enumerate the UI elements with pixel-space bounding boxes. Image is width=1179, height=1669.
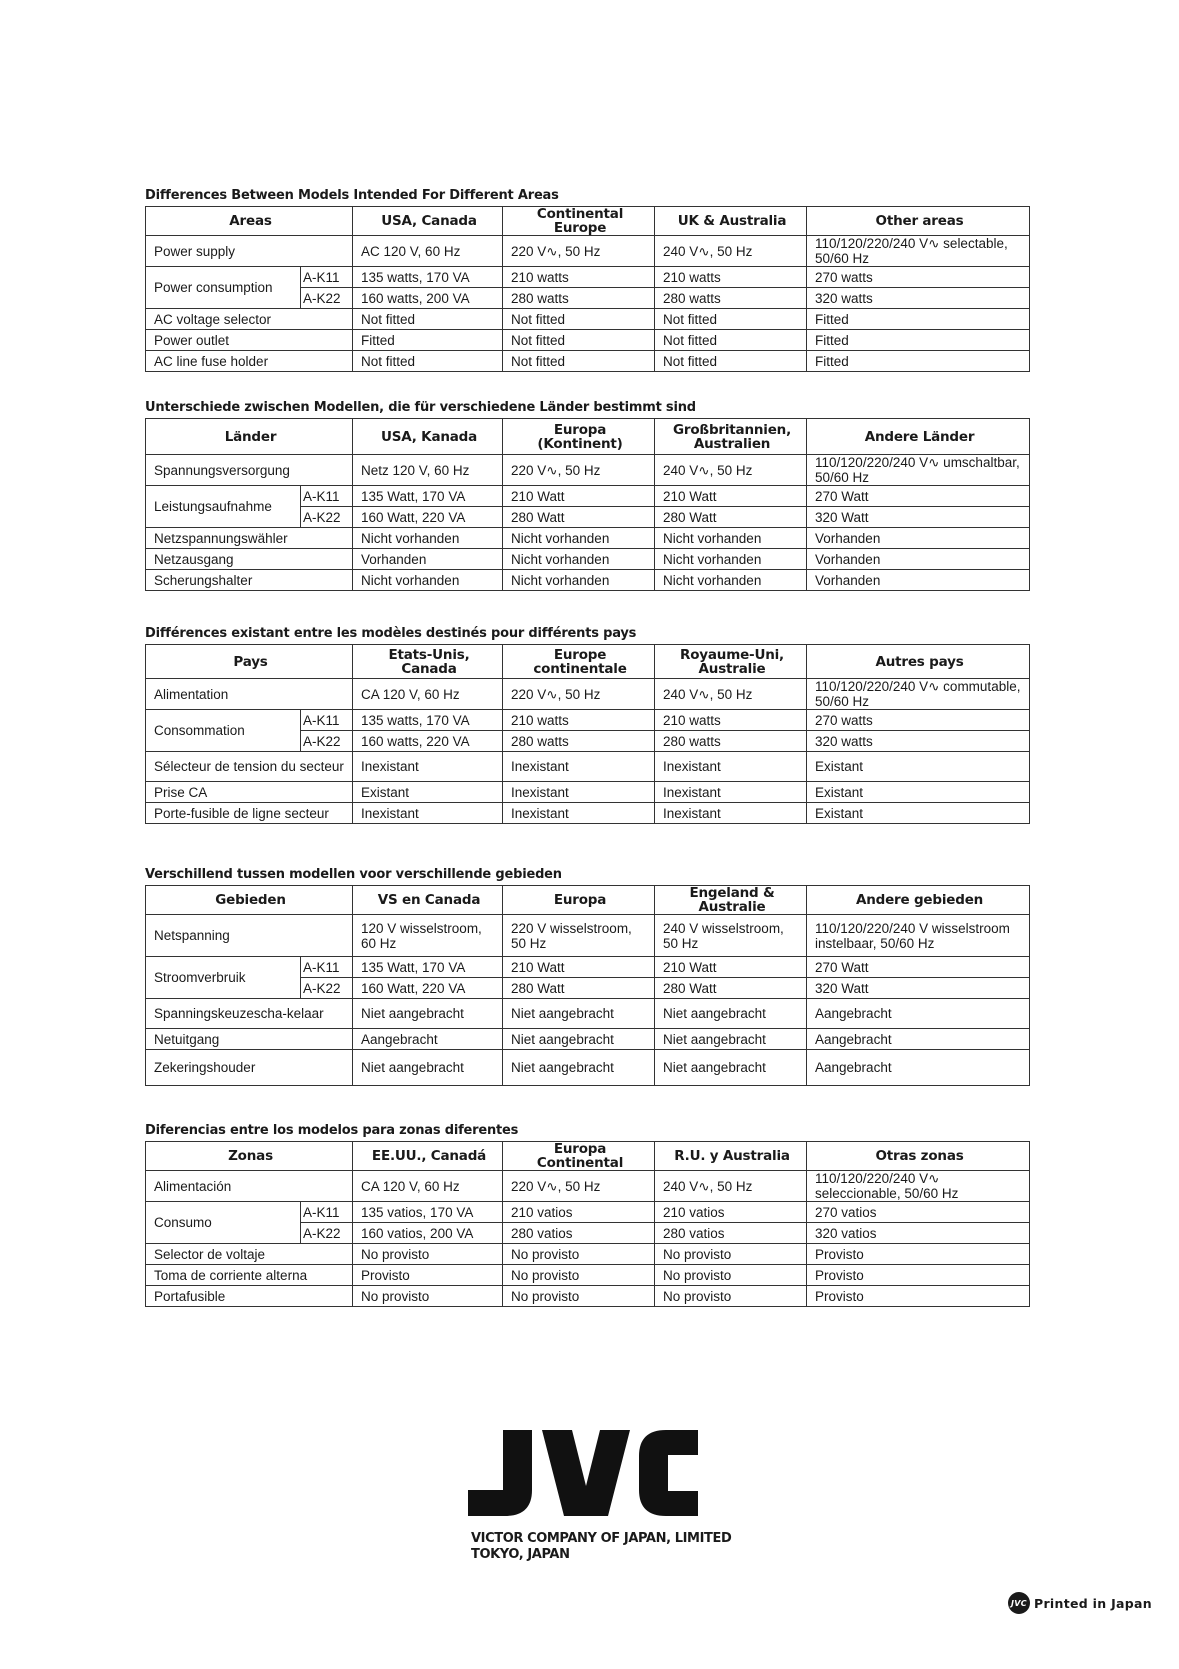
table-cell: 280 Watt	[655, 507, 807, 528]
column-header: Zonas	[146, 1142, 353, 1171]
table-cell: 280 watts	[503, 288, 655, 309]
table-cell: 280 Watt	[503, 978, 655, 999]
column-header: Otras zonas	[807, 1142, 1030, 1171]
table-cell: No provisto	[353, 1286, 503, 1307]
table-cell: Not fitted	[655, 351, 807, 372]
column-header: Areas	[146, 207, 353, 236]
table-header-row	[146, 1142, 1030, 1171]
table-row	[146, 999, 1030, 1029]
table-cell: 110/120/220/240 V∿ selectable, 50/60 Hz	[807, 236, 1030, 267]
table-row	[146, 309, 1030, 330]
table-row	[146, 782, 1030, 803]
table-row	[146, 915, 1030, 957]
row-label: Consumo	[146, 1202, 301, 1244]
table-cell: No provisto	[503, 1286, 655, 1307]
row-label: Stroomverbruik	[146, 957, 301, 999]
table-header-row	[146, 645, 1030, 679]
table-cell: Niet aangebracht	[503, 1050, 655, 1086]
table-row	[146, 528, 1030, 549]
table-row	[146, 1265, 1030, 1286]
table-cell: Aangebracht	[353, 1029, 503, 1050]
table-row	[146, 1286, 1030, 1307]
table-cell: Nicht vorhanden	[503, 528, 655, 549]
table-cell: Provisto	[807, 1265, 1030, 1286]
table-row	[146, 570, 1030, 591]
logo-letter-c	[639, 1430, 698, 1516]
table-row	[146, 486, 1030, 507]
table-cell: Fitted	[353, 330, 503, 351]
column-header: VS en Canada	[353, 886, 503, 915]
table-cell: Provisto	[807, 1244, 1030, 1265]
table-cell: 240 V∿, 50 Hz	[655, 236, 807, 267]
table-row	[146, 803, 1030, 824]
table-cell: 280 watts	[503, 731, 655, 752]
table-header-row	[146, 419, 1030, 455]
table-cell: Aangebracht	[807, 1029, 1030, 1050]
table-row	[146, 710, 1030, 731]
table-cell: No provisto	[353, 1244, 503, 1265]
model-label: A-K11	[301, 1202, 353, 1223]
table-cell: 135 vatios, 170 VA	[353, 1202, 503, 1223]
table-cell: Inexistant	[353, 803, 503, 824]
model-label: A-K11	[301, 710, 353, 731]
table-cell: 320 Watt	[807, 978, 1030, 999]
table-cell: Nicht vorhanden	[503, 549, 655, 570]
table-cell: Not fitted	[353, 309, 503, 330]
row-label: Toma de corriente alterna	[146, 1265, 353, 1286]
column-header: Europa	[503, 886, 655, 915]
spec-section	[145, 397, 1029, 591]
section-heading: Diferencias entre los modelos para zonas diferentes	[145, 1123, 519, 1138]
table-cell: 160 Watt, 220 VA	[353, 507, 503, 528]
table-row	[146, 236, 1030, 267]
column-header: USA, Kanada	[353, 419, 503, 455]
row-label: Netuitgang	[146, 1029, 353, 1050]
table-cell: Niet aangebracht	[503, 1029, 655, 1050]
table-cell: Provisto	[353, 1265, 503, 1286]
model-label: A-K11	[301, 267, 353, 288]
column-header: Pays	[146, 645, 353, 679]
table-cell: 280 watts	[655, 731, 807, 752]
column-header: Andere gebieden	[807, 886, 1030, 915]
table-cell: 270 watts	[807, 710, 1030, 731]
table-cell: Vorhanden	[807, 528, 1030, 549]
table-cell: Not fitted	[655, 309, 807, 330]
table-row	[146, 957, 1030, 978]
table-row	[146, 330, 1030, 351]
column-header: Royaume-Uni, Australie	[655, 645, 807, 679]
row-label: Netzspannungswähler	[146, 528, 353, 549]
table-cell: 135 watts, 170 VA	[353, 267, 503, 288]
table-row	[146, 1050, 1030, 1086]
table-cell: Nicht vorhanden	[503, 570, 655, 591]
company-name	[471, 1531, 731, 1563]
table-cell: Netz 120 V, 60 Hz	[353, 455, 503, 486]
table-cell: Fitted	[807, 309, 1030, 330]
column-header: Autres pays	[807, 645, 1030, 679]
row-label: Spannungsversorgung	[146, 455, 353, 486]
table-cell: 210 vatios	[503, 1202, 655, 1223]
table-cell: 210 watts	[655, 267, 807, 288]
table-cell: 270 vatios	[807, 1202, 1030, 1223]
table-cell: Not fitted	[503, 309, 655, 330]
table-cell: 280 watts	[655, 288, 807, 309]
table-cell: Not fitted	[503, 330, 655, 351]
section-heading: Différences existant entre les modèles destinés pour différents pays	[145, 626, 637, 641]
printed-in-japan	[1008, 1591, 1152, 1615]
table-cell: 270 Watt	[807, 486, 1030, 507]
table-cell: 280 vatios	[655, 1223, 807, 1244]
column-header: Europa (Kontinent)	[503, 419, 655, 455]
table-cell: 160 vatios, 200 VA	[353, 1223, 503, 1244]
spec-section	[145, 623, 1029, 824]
company-line2: TOKYO, JAPAN	[471, 1547, 570, 1562]
table-cell: 220 V∿, 50 Hz	[503, 1171, 655, 1202]
spec-table	[145, 418, 1030, 591]
table-cell: Nicht vorhanden	[353, 528, 503, 549]
table-cell: 280 Watt	[655, 978, 807, 999]
row-label: Selector de voltaje	[146, 1244, 353, 1265]
table-cell: 120 V wisselstroom, 60 Hz	[353, 915, 503, 957]
spec-table	[145, 1141, 1030, 1307]
row-label: Netspanning	[146, 915, 353, 957]
table-cell: Inexistant	[655, 803, 807, 824]
table-cell: No provisto	[503, 1244, 655, 1265]
table-cell: 240 V∿, 50 Hz	[655, 1171, 807, 1202]
column-header: UK & Australia	[655, 207, 807, 236]
table-cell: Fitted	[807, 330, 1030, 351]
table-cell: Inexistant	[655, 752, 807, 782]
column-header: Etats-Unis, Canada	[353, 645, 503, 679]
section-heading: Differences Between Models Intended For Different Areas	[145, 188, 559, 203]
table-cell: Not fitted	[655, 330, 807, 351]
table-row	[146, 679, 1030, 710]
table-cell: Nicht vorhanden	[655, 570, 807, 591]
column-header: R.U. y Australia	[655, 1142, 807, 1171]
table-row	[146, 351, 1030, 372]
column-header: Länder	[146, 419, 353, 455]
table-cell: 320 vatios	[807, 1223, 1030, 1244]
table-cell: 210 watts	[503, 267, 655, 288]
table-cell: Nicht vorhanden	[655, 549, 807, 570]
row-label: Sélecteur de tension du secteur	[146, 752, 353, 782]
section-heading: Verschillend tussen modellen voor verschillende gebieden	[145, 867, 562, 882]
table-cell: 160 watts, 220 VA	[353, 731, 503, 752]
table-row	[146, 1244, 1030, 1265]
table-cell: 210 vatios	[655, 1202, 807, 1223]
table-row	[146, 1171, 1030, 1202]
table-cell: 240 V∿, 50 Hz	[655, 679, 807, 710]
column-header: USA, Canada	[353, 207, 503, 236]
table-cell: 220 V∿, 50 Hz	[503, 679, 655, 710]
table-cell: 240 V wisselstroom, 50 Hz	[655, 915, 807, 957]
table-cell: 210 Watt	[503, 486, 655, 507]
table-cell: Niet aangebracht	[353, 1050, 503, 1086]
logo-letter-v	[542, 1430, 630, 1516]
row-label: Consommation	[146, 710, 301, 752]
table-cell: 210 watts	[655, 710, 807, 731]
row-label: Spanningskeuzescha-kelaar	[146, 999, 353, 1029]
row-label: Scherungshalter	[146, 570, 353, 591]
table-cell: 280 Watt	[503, 507, 655, 528]
row-label: Power outlet	[146, 330, 353, 351]
table-cell: Not fitted	[503, 351, 655, 372]
spec-section	[145, 864, 1029, 1086]
table-cell: Niet aangebracht	[655, 999, 807, 1029]
jvc-logo	[468, 1430, 698, 1516]
table-cell: Niet aangebracht	[503, 999, 655, 1029]
table-cell: 280 vatios	[503, 1223, 655, 1244]
table-cell: Vorhanden	[353, 549, 503, 570]
table-cell: No provisto	[655, 1265, 807, 1286]
table-cell: Existant	[807, 752, 1030, 782]
table-cell: Inexistant	[503, 782, 655, 803]
table-cell: No provisto	[655, 1244, 807, 1265]
row-label: Netzausgang	[146, 549, 353, 570]
row-label: Power supply	[146, 236, 353, 267]
table-cell: 210 Watt	[655, 957, 807, 978]
table-cell: Nicht vorhanden	[655, 528, 807, 549]
table-cell: Inexistant	[353, 752, 503, 782]
row-label: Prise CA	[146, 782, 353, 803]
jvc-badge-icon: JVC	[1008, 1592, 1030, 1614]
table-cell: 270 watts	[807, 267, 1030, 288]
row-label: AC voltage selector	[146, 309, 353, 330]
table-cell: 270 Watt	[807, 957, 1030, 978]
table-cell: 210 watts	[503, 710, 655, 731]
table-cell: 135 Watt, 170 VA	[353, 957, 503, 978]
model-label: A-K11	[301, 486, 353, 507]
table-cell: 110/120/220/240 V∿ umschaltbar, 50/60 Hz	[807, 455, 1030, 486]
column-header: Andere Länder	[807, 419, 1030, 455]
table-cell: Vorhanden	[807, 549, 1030, 570]
table-cell: Nicht vorhanden	[353, 570, 503, 591]
table-row	[146, 455, 1030, 486]
model-label: A-K11	[301, 957, 353, 978]
table-cell: 135 watts, 170 VA	[353, 710, 503, 731]
column-header: Europa Continental	[503, 1142, 655, 1171]
table-cell: 160 Watt, 220 VA	[353, 978, 503, 999]
model-label: A-K22	[301, 731, 353, 752]
table-cell: 110/120/220/240 V∿ commutable, 50/60 Hz	[807, 679, 1030, 710]
row-label: Portafusible	[146, 1286, 353, 1307]
table-cell: 160 watts, 200 VA	[353, 288, 503, 309]
row-label: Alimentation	[146, 679, 353, 710]
table-cell: Inexistant	[503, 803, 655, 824]
table-cell: Aangebracht	[807, 1050, 1030, 1086]
row-label: AC line fuse holder	[146, 351, 353, 372]
table-cell: No provisto	[655, 1286, 807, 1307]
table-row	[146, 267, 1030, 288]
table-header-row	[146, 207, 1030, 236]
table-row	[146, 1202, 1030, 1223]
table-cell: 320 watts	[807, 731, 1030, 752]
column-header: Großbritannien, Australien	[655, 419, 807, 455]
section-heading: Unterschiede zwischen Modellen, die für verschiedene Länder bestimmt sind	[145, 400, 696, 415]
table-cell: 220 V∿, 50 Hz	[503, 455, 655, 486]
logo-letter-j	[468, 1430, 532, 1516]
table-cell: Not fitted	[353, 351, 503, 372]
table-cell: 220 V wisselstroom, 50 Hz	[503, 915, 655, 957]
table-cell: Aangebracht	[807, 999, 1030, 1029]
table-cell: 320 watts	[807, 288, 1030, 309]
table-header-row	[146, 886, 1030, 915]
row-label: Alimentación	[146, 1171, 353, 1202]
table-cell: Niet aangebracht	[655, 1050, 807, 1086]
column-header: Other areas	[807, 207, 1030, 236]
model-label: A-K22	[301, 288, 353, 309]
table-cell: 135 Watt, 170 VA	[353, 486, 503, 507]
spec-table	[145, 206, 1030, 372]
model-label: A-K22	[301, 1223, 353, 1244]
row-label: Power consumption	[146, 267, 301, 309]
table-cell: 220 V∿, 50 Hz	[503, 236, 655, 267]
table-cell: Niet aangebracht	[655, 1029, 807, 1050]
table-cell: Inexistant	[503, 752, 655, 782]
spec-table	[145, 644, 1030, 824]
table-cell: No provisto	[503, 1265, 655, 1286]
table-cell: Niet aangebracht	[353, 999, 503, 1029]
table-cell: Inexistant	[655, 782, 807, 803]
spec-section	[145, 185, 1029, 372]
column-header: Gebieden	[146, 886, 353, 915]
table-cell: 210 Watt	[503, 957, 655, 978]
table-cell: 110/120/220/240 V wisselstroom instelbaar, 50/60 Hz	[807, 915, 1030, 957]
table-cell: Vorhanden	[807, 570, 1030, 591]
company-line1: VICTOR COMPANY OF JAPAN, LIMITED	[471, 1531, 732, 1546]
table-cell: 110/120/220/240 V∿ seleccionable, 50/60 Hz	[807, 1171, 1030, 1202]
table-row	[146, 752, 1030, 782]
column-header: Engeland & Australie	[655, 886, 807, 915]
table-cell: Existant	[807, 803, 1030, 824]
table-cell: 210 Watt	[655, 486, 807, 507]
table-cell: AC 120 V, 60 Hz	[353, 236, 503, 267]
row-label: Porte-fusible de ligne secteur	[146, 803, 353, 824]
table-row	[146, 549, 1030, 570]
table-cell: Fitted	[807, 351, 1030, 372]
table-cell: Provisto	[807, 1286, 1030, 1307]
model-label: A-K22	[301, 978, 353, 999]
column-header: EE.UU., Canadá	[353, 1142, 503, 1171]
table-cell: Existant	[807, 782, 1030, 803]
table-cell: 320 Watt	[807, 507, 1030, 528]
printed-label: Printed in Japan	[1034, 1595, 1152, 1611]
table-cell: Existant	[353, 782, 503, 803]
table-cell: CA 120 V, 60 Hz	[353, 1171, 503, 1202]
row-label: Leistungsaufnahme	[146, 486, 301, 528]
table-cell: CA 120 V, 60 Hz	[353, 679, 503, 710]
spec-section	[145, 1120, 1029, 1307]
row-label: Zekeringshouder	[146, 1050, 353, 1086]
column-header: Europe continentale	[503, 645, 655, 679]
spec-table	[145, 885, 1030, 1086]
table-cell: 240 V∿, 50 Hz	[655, 455, 807, 486]
column-header: Continental Europe	[503, 207, 655, 236]
model-label: A-K22	[301, 507, 353, 528]
table-row	[146, 1029, 1030, 1050]
